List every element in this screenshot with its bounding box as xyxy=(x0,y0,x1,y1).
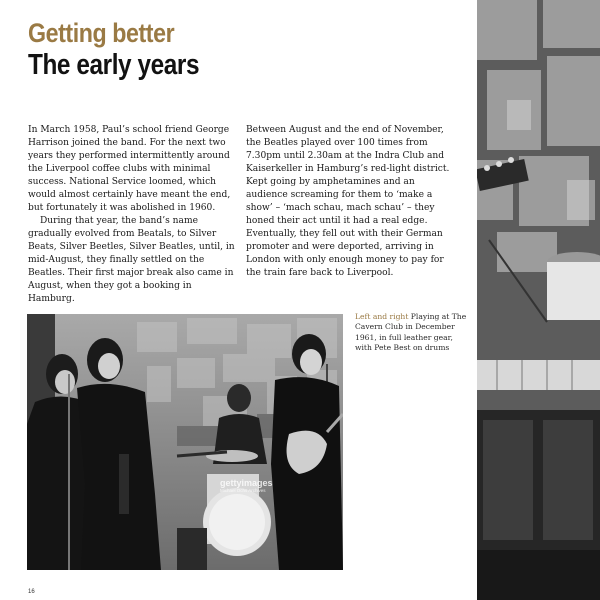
photo-caption xyxy=(355,312,467,353)
paragraph-2: During that year, the band’s name gradually evolved from Beatals, to Silver Beats, Silver Beetles, Silver Beatles, until, in mid-August, they finally settled on the Beatles. Their first major break also came in August, when they got a booking in Hamburg. xyxy=(28,216,235,304)
getty-watermark xyxy=(220,478,290,494)
caption-text: Playing at The Cavern Club in December 1961, in full leather gear, with Pete Best on drums xyxy=(355,312,467,352)
right-photo-illustration xyxy=(477,0,600,600)
body-column-1 xyxy=(28,124,240,306)
paragraph-3: Between August and the end of November, the Beatles played over 100 times from 7.30pm until 2.30am at the Indra Club and Kaiserkeller in Hamburg’s red-light district. Kept going by amphetamines and an audience screaming for them to ‘make a show’ – ‘mach schau, mach schau’ – they honed their act until it had a real edge. Eventually, they fell out with their German promoter and were deported, arriving in London with only enough money to pay for the train fare back to Liverpool. xyxy=(246,125,450,278)
paragraph-1: In March 1958, Paul’s school friend George Harrison joined the band. For the next two years they performed intermittently around the Liverpool coffee clubs with minimal success. National Service loomed, which would almost certainly have meant the end, but fortunately it was abolished in 1960. xyxy=(28,125,231,213)
section-kicker: Getting better xyxy=(28,18,175,48)
band-photo-illustration xyxy=(27,314,343,570)
band-photo xyxy=(27,314,343,570)
page-number: 16 xyxy=(28,589,35,595)
right-band-photo xyxy=(477,0,600,600)
caption-lead: Left and right xyxy=(355,312,409,321)
watermark-brand: gettyimages xyxy=(220,478,273,488)
page-title: The early years xyxy=(28,49,200,81)
watermark-credit: Michael Ochs Archives xyxy=(220,488,266,493)
body-column-2 xyxy=(246,124,458,280)
